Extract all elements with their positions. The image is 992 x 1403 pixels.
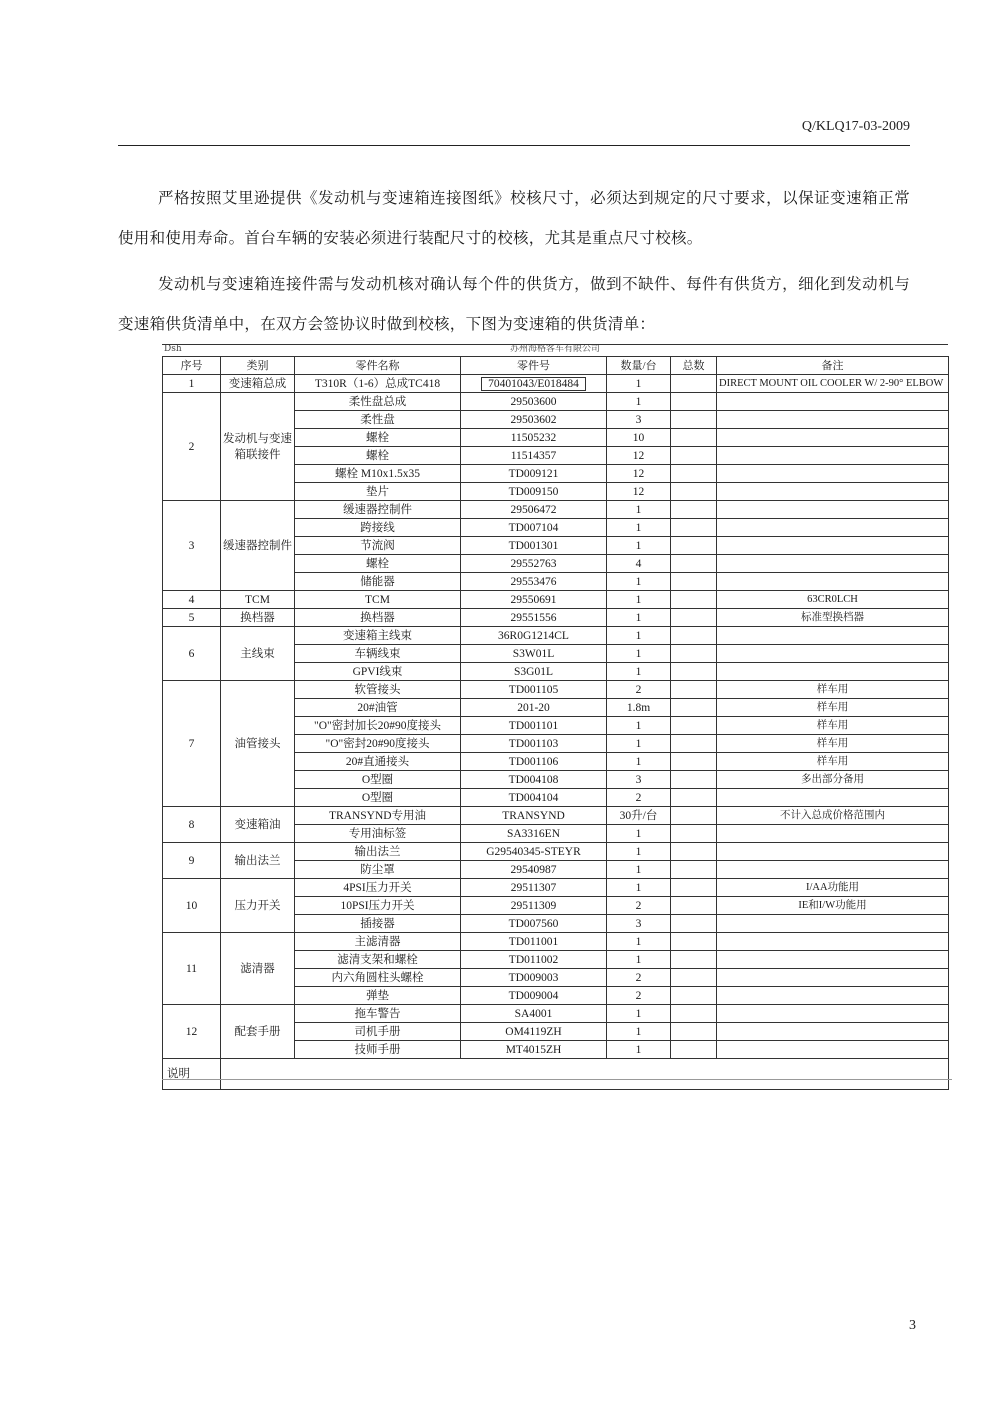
- cell-qty: 1: [607, 735, 671, 753]
- cell-part-name: 垫片: [295, 483, 461, 501]
- cell-seq: 4: [163, 591, 221, 609]
- cell-remark: [717, 663, 949, 681]
- cell-part-number: 29511309: [461, 897, 607, 915]
- cell-qty: 1: [607, 663, 671, 681]
- cell-total: [671, 699, 717, 717]
- cell-qty: 12: [607, 447, 671, 465]
- cell-total: [671, 519, 717, 537]
- cell-total: [671, 771, 717, 789]
- cell-total: [671, 447, 717, 465]
- cell-qty: 1: [607, 393, 671, 411]
- cell-category: 缓速器控制件: [221, 501, 295, 591]
- cell-qty: 1: [607, 933, 671, 951]
- cell-category: 发动机与变速箱联接件: [221, 393, 295, 501]
- document-code: Q/KLQ17-03-2009: [801, 119, 910, 134]
- cell-total: [671, 969, 717, 987]
- cell-total: [671, 735, 717, 753]
- cell-qty: 1: [607, 591, 671, 609]
- cell-total: [671, 429, 717, 447]
- table-body: [163, 375, 949, 1059]
- cell-part-name: 弹垫: [295, 987, 461, 1005]
- cell-part-name: 4PSI压力开关: [295, 879, 461, 897]
- cell-total: [671, 933, 717, 951]
- cell-seq: 5: [163, 609, 221, 627]
- cell-remark: DIRECT MOUNT OIL COOLER W/ 2-90° ELBOW: [717, 375, 949, 393]
- cell-remark: [717, 483, 949, 501]
- cell-remark: [717, 573, 949, 591]
- cell-remark: [717, 411, 949, 429]
- cell-part-number: 36R0G1214CL: [461, 627, 607, 645]
- cell-part-number: TD001101: [461, 717, 607, 735]
- cell-total: [671, 807, 717, 825]
- cell-total: [671, 987, 717, 1005]
- cell-part-name: 10PSI压力开关: [295, 897, 461, 915]
- cell-qty: 12: [607, 465, 671, 483]
- cell-part-number: 29503602: [461, 411, 607, 429]
- cell-part-name: 缓速器控制件: [295, 501, 461, 519]
- cell-total: [671, 897, 717, 915]
- cell-qty: 2: [607, 987, 671, 1005]
- cell-part-name: 输出法兰: [295, 843, 461, 861]
- cell-qty: 4: [607, 555, 671, 573]
- header-rule: [118, 145, 910, 146]
- cell-remark: [717, 1005, 949, 1023]
- cell-qty: 1: [607, 645, 671, 663]
- cell-part-name: GPVI线束: [295, 663, 461, 681]
- col-header-part-name: 零件名称: [295, 357, 461, 375]
- cell-total: [671, 555, 717, 573]
- cell-category: 油管接头: [221, 681, 295, 807]
- paragraph-1: 严格按照艾里逊提供《发动机与变速箱连接图纸》校核尺寸，必须达到规定的尺寸要求，以保证变速箱正常使用和使用寿命。首台车辆的安装必须进行装配尺寸的校核，尤其是重点尺寸校核。: [118, 189, 910, 247]
- cell-part-name: 节流阀: [295, 537, 461, 555]
- cell-seq: 2: [163, 393, 221, 501]
- cell-part-name: 20#油管: [295, 699, 461, 717]
- cell-part-number: S3G01L: [461, 663, 607, 681]
- cell-part-number: 29506472: [461, 501, 607, 519]
- cell-part-name: 换档器: [295, 609, 461, 627]
- cell-qty: 12: [607, 483, 671, 501]
- cell-seq: 11: [163, 933, 221, 1005]
- cell-remark: [717, 519, 949, 537]
- cell-remark: 63CR0LCH: [717, 591, 949, 609]
- cell-part-name: 螺栓: [295, 555, 461, 573]
- cell-qty: 1: [607, 1005, 671, 1023]
- strip-company-name: 苏州海格客车有限公司: [510, 344, 601, 354]
- cell-total: [671, 645, 717, 663]
- cell-part-number: TD009150: [461, 483, 607, 501]
- cell-remark: 多出部分备用: [717, 771, 949, 789]
- cell-remark: 样车用: [717, 699, 949, 717]
- cell-qty: 2: [607, 681, 671, 699]
- cell-remark: IE和I/W功能用: [717, 897, 949, 915]
- cell-part-number: SA4001: [461, 1005, 607, 1023]
- col-header-seq: 序号: [163, 357, 221, 375]
- cell-seq: 10: [163, 879, 221, 933]
- cell-total: [671, 663, 717, 681]
- cell-part-name: TCM: [295, 591, 461, 609]
- cell-part-name: 柔性盘: [295, 411, 461, 429]
- cell-category: 输出法兰: [221, 843, 295, 879]
- cell-total: [671, 717, 717, 735]
- cell-remark: 不计入总成价格范围内: [717, 807, 949, 825]
- table-row: [163, 501, 949, 519]
- cell-total: [671, 375, 717, 393]
- table-row: [163, 807, 949, 825]
- cell-remark: 样车用: [717, 753, 949, 771]
- signature-strip: [162, 1079, 952, 1088]
- table-row: [163, 375, 949, 393]
- cell-part-number: TD009004: [461, 987, 607, 1005]
- supply-list-table: [162, 356, 949, 1090]
- cell-part-number: TD001301: [461, 537, 607, 555]
- cell-part-number: TD009121: [461, 465, 607, 483]
- cell-remark: [717, 987, 949, 1005]
- cell-part-number: TD009003: [461, 969, 607, 987]
- cell-total: [671, 1041, 717, 1059]
- table-row: [163, 609, 949, 627]
- cell-part-name: 内六角圆柱头螺栓: [295, 969, 461, 987]
- strip-corner-text: Dsh: [164, 344, 182, 354]
- cell-total: [671, 1023, 717, 1041]
- cell-remark: [717, 969, 949, 987]
- cell-qty: 3: [607, 771, 671, 789]
- cell-part-number: TD001105: [461, 681, 607, 699]
- cell-category: 换档器: [221, 609, 295, 627]
- cell-qty: 30升/台: [607, 807, 671, 825]
- cell-seq: 9: [163, 843, 221, 879]
- cell-qty: 1: [607, 519, 671, 537]
- table-row: [163, 1005, 949, 1023]
- cell-category: 滤清器: [221, 933, 295, 1005]
- cell-total: [671, 879, 717, 897]
- cell-qty: 1: [607, 1023, 671, 1041]
- cell-qty: 1: [607, 879, 671, 897]
- cell-remark: [717, 1023, 949, 1041]
- cell-seq: 6: [163, 627, 221, 681]
- cell-remark: 标准型换档器: [717, 609, 949, 627]
- cell-category: 变速箱总成: [221, 375, 295, 393]
- cell-qty: 1: [607, 1041, 671, 1059]
- cell-total: [671, 753, 717, 771]
- cell-total: [671, 915, 717, 933]
- cell-part-number: TD011002: [461, 951, 607, 969]
- cell-qty: 2: [607, 789, 671, 807]
- cell-qty: 1: [607, 537, 671, 555]
- page-number: 3: [909, 1318, 916, 1333]
- cell-qty: 1: [607, 951, 671, 969]
- cell-seq: 12: [163, 1005, 221, 1059]
- cell-remark: [717, 951, 949, 969]
- cell-total: [671, 573, 717, 591]
- note-label: 说明: [163, 1059, 221, 1090]
- table-row: [163, 591, 949, 609]
- cell-category: TCM: [221, 591, 295, 609]
- cell-remark: [717, 555, 949, 573]
- cell-remark: [717, 627, 949, 645]
- cell-part-number: 29511307: [461, 879, 607, 897]
- col-header-part-number: 零件号: [461, 357, 607, 375]
- cell-remark: [717, 465, 949, 483]
- table-row: [163, 681, 949, 699]
- table-row: [163, 843, 949, 861]
- cell-qty: 1: [607, 717, 671, 735]
- cell-seq: 3: [163, 501, 221, 591]
- cell-part-name: 螺栓: [295, 429, 461, 447]
- cell-remark: [717, 789, 949, 807]
- cell-part-number: TD001106: [461, 753, 607, 771]
- cell-total: [671, 501, 717, 519]
- cell-part-number: SA3316EN: [461, 825, 607, 843]
- cell-remark: 样车用: [717, 735, 949, 753]
- cell-remark: I/AA功能用: [717, 879, 949, 897]
- cell-part-name: 滤清支架和螺栓: [295, 951, 461, 969]
- cell-remark: [717, 843, 949, 861]
- cell-part-number: TRANSYND: [461, 807, 607, 825]
- cell-part-number: OM4119ZH: [461, 1023, 607, 1041]
- cell-remark: [717, 1041, 949, 1059]
- cell-part-name: "O"密封加长20#90度接头: [295, 717, 461, 735]
- table-header-row: [163, 357, 949, 375]
- cell-remark: [717, 537, 949, 555]
- cell-part-name: 20#直通接头: [295, 753, 461, 771]
- paragraph-2: 发动机与变速箱连接件需与发动机核对确认每个件的供货方，做到不缺件、每件有供货方，细化到发动机与变速箱供货清单中，在双方会签协议时做到校核，下图为变速箱的供货清单：: [118, 275, 910, 333]
- cell-seq: 1: [163, 375, 221, 393]
- cell-seq: 8: [163, 807, 221, 843]
- cell-total: [671, 609, 717, 627]
- cell-part-name: T310R（1-6）总成TC418: [295, 375, 461, 393]
- cell-remark: [717, 393, 949, 411]
- cell-remark: [717, 447, 949, 465]
- cell-qty: 1: [607, 375, 671, 393]
- cell-qty: 1: [607, 861, 671, 879]
- cell-part-name: 螺栓 M10x1.5x35: [295, 465, 461, 483]
- cell-remark: [717, 861, 949, 879]
- cell-qty: 2: [607, 969, 671, 987]
- cell-total: [671, 681, 717, 699]
- cell-total: [671, 951, 717, 969]
- col-header-category: 类别: [221, 357, 295, 375]
- cell-part-name: 防尘罩: [295, 861, 461, 879]
- cell-part-name: "O"密封20#90度接头: [295, 735, 461, 753]
- cell-total: [671, 393, 717, 411]
- cell-part-number: 29551556: [461, 609, 607, 627]
- cell-part-number: [461, 375, 607, 393]
- cell-part-name: 专用油标签: [295, 825, 461, 843]
- cell-remark: [717, 915, 949, 933]
- cell-qty: 3: [607, 411, 671, 429]
- cell-part-number: 29550691: [461, 591, 607, 609]
- cell-part-name: 拖车警告: [295, 1005, 461, 1023]
- col-header-total: 总数: [671, 357, 717, 375]
- cell-part-number: 29552763: [461, 555, 607, 573]
- cell-part-name: 插接器: [295, 915, 461, 933]
- cell-remark: 样车用: [717, 681, 949, 699]
- col-header-qty: 数量/台: [607, 357, 671, 375]
- cell-category: 主线束: [221, 627, 295, 681]
- table-row: [163, 393, 949, 411]
- cell-total: [671, 861, 717, 879]
- table-row: [163, 879, 949, 897]
- cell-qty: 3: [607, 915, 671, 933]
- cell-total: [671, 411, 717, 429]
- cell-qty: 1: [607, 501, 671, 519]
- cell-part-number: TD007560: [461, 915, 607, 933]
- cell-qty: 1: [607, 825, 671, 843]
- cell-remark: [717, 429, 949, 447]
- cell-part-number: G29540345-STEYR: [461, 843, 607, 861]
- cell-total: [671, 1005, 717, 1023]
- cell-qty: 2: [607, 897, 671, 915]
- cell-part-number: TD007104: [461, 519, 607, 537]
- cell-qty: 1.8m: [607, 699, 671, 717]
- cell-total: [671, 537, 717, 555]
- cell-qty: 1: [607, 627, 671, 645]
- cell-total: [671, 843, 717, 861]
- cell-qty: 1: [607, 843, 671, 861]
- cell-qty: 1: [607, 753, 671, 771]
- cell-part-name: O型圈: [295, 771, 461, 789]
- cell-part-number: TD004108: [461, 771, 607, 789]
- cell-part-name: 主滤清器: [295, 933, 461, 951]
- cell-part-number: 201-20: [461, 699, 607, 717]
- cell-remark: 样车用: [717, 717, 949, 735]
- cell-remark: [717, 933, 949, 951]
- col-header-remark: 备注: [717, 357, 949, 375]
- cell-part-number: MT4015ZH: [461, 1041, 607, 1059]
- table-row: [163, 933, 949, 951]
- cell-part-name: 变速箱主线束: [295, 627, 461, 645]
- cell-total: [671, 825, 717, 843]
- cell-part-name: 螺栓: [295, 447, 461, 465]
- cell-seq: 7: [163, 681, 221, 807]
- cell-part-name: 储能器: [295, 573, 461, 591]
- cell-total: [671, 591, 717, 609]
- cell-part-number: 29540987: [461, 861, 607, 879]
- table-row: [163, 627, 949, 645]
- cell-part-name: 柔性盘总成: [295, 393, 461, 411]
- cell-category: 配套手册: [221, 1005, 295, 1059]
- cell-part-number: S3W01L: [461, 645, 607, 663]
- table-top-strip: [162, 344, 948, 355]
- cell-part-number: TD011001: [461, 933, 607, 951]
- cell-part-name: 技师手册: [295, 1041, 461, 1059]
- cell-total: [671, 465, 717, 483]
- cell-part-name: 软管接头: [295, 681, 461, 699]
- cell-part-number: 29553476: [461, 573, 607, 591]
- highlighted-part-number: 70401043/E018484: [481, 377, 586, 391]
- cell-remark: [717, 825, 949, 843]
- cell-part-number: 11514357: [461, 447, 607, 465]
- cell-part-number: TD004104: [461, 789, 607, 807]
- cell-qty: 1: [607, 609, 671, 627]
- cell-remark: [717, 645, 949, 663]
- cell-part-name: TRANSYND专用油: [295, 807, 461, 825]
- cell-total: [671, 789, 717, 807]
- cell-category: 变速箱油: [221, 807, 295, 843]
- cell-part-number: 11505232: [461, 429, 607, 447]
- cell-part-name: 车辆线束: [295, 645, 461, 663]
- cell-remark: [717, 501, 949, 519]
- cell-total: [671, 483, 717, 501]
- cell-part-number: TD001103: [461, 735, 607, 753]
- cell-qty: 1: [607, 573, 671, 591]
- cell-part-number: 29503600: [461, 393, 607, 411]
- cell-qty: 10: [607, 429, 671, 447]
- cell-category: 压力开关: [221, 879, 295, 933]
- cell-total: [671, 627, 717, 645]
- cell-part-name: O型圈: [295, 789, 461, 807]
- cell-part-name: 跨接线: [295, 519, 461, 537]
- cell-part-name: 司机手册: [295, 1023, 461, 1041]
